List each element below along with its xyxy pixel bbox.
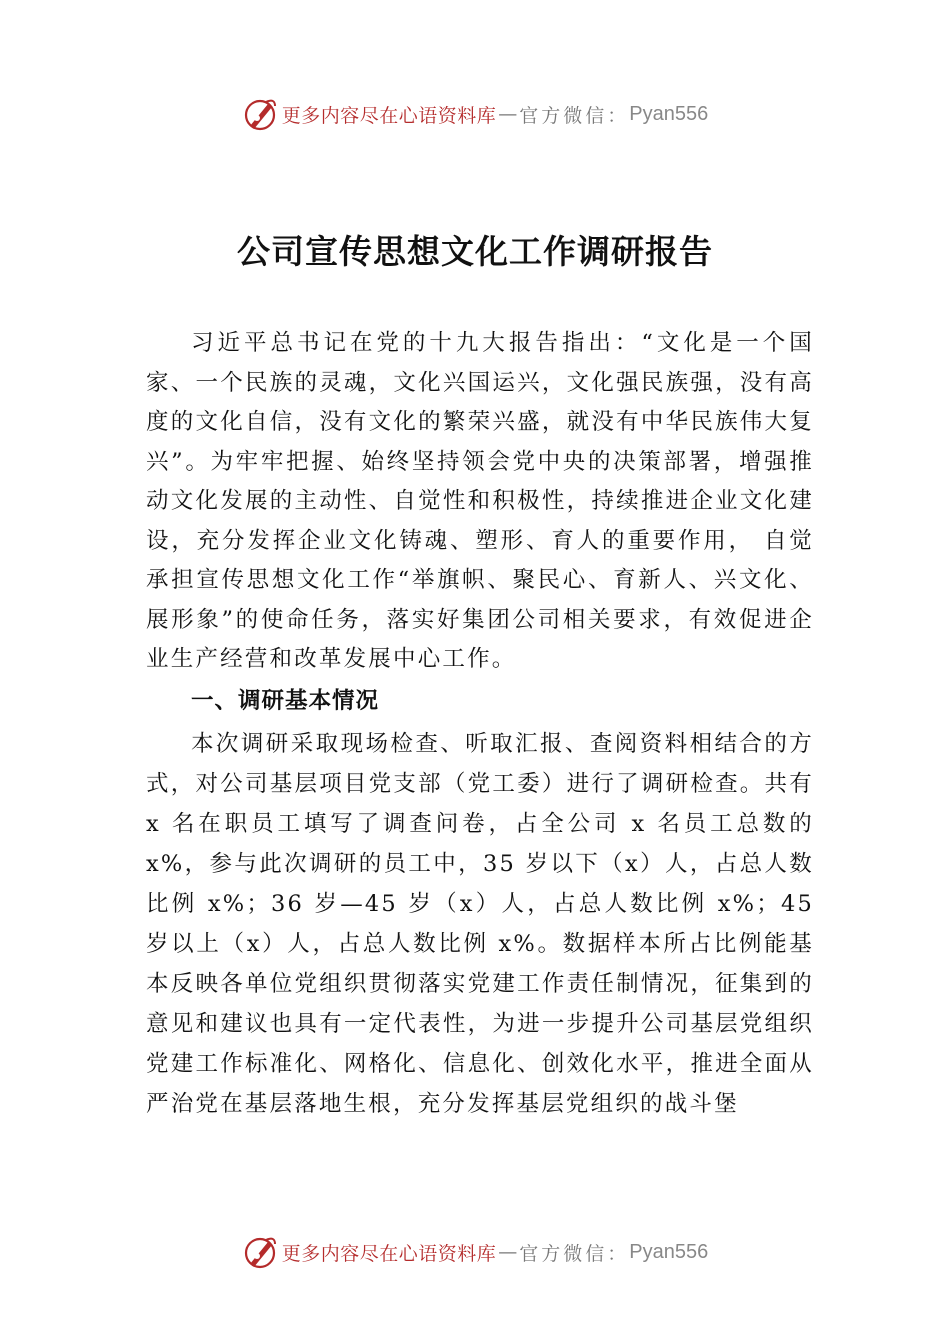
promo-text: 更多内容尽在心语资料库 [281, 1242, 497, 1265]
document-body [146, 324, 814, 1124]
header-banner [0, 94, 950, 134]
banner-separator: — [498, 103, 518, 125]
banner-separator: — [498, 1241, 518, 1263]
wechat-id: Pyan556 [629, 1240, 709, 1263]
footer-banner [0, 1232, 950, 1272]
wechat-id: Pyan556 [629, 102, 709, 125]
paragraph-survey: 本次调研采取现场检查、听取汇报、查阅资料相结合的方式，对公司基层项目党支部（党工委）进行了调研检查。共有 x 名在职员工填写了调查问卷，占全公司 x 名员工总数的 x%，参与此次调研的员工中，35 岁以下（x）人，占总人数比例 x%；36 岁—45 岁（x）人，占总人数比例 x%；45 岁以上（x）人，占总人数比例 x%。数据样本所占比例能基本反映各单位党组织贯彻落实党建工作责任制情况，征集到的意见和建议也具有一定代表性，为进一步提升公司基层党组织党建工作标准化、网格化、信息化、创效化水平，推进全面从严治党在基层落地生根，充分发挥基层党组织的战斗堡 [146, 730, 814, 1117]
wechat-label: 官方微信： [519, 104, 630, 127]
pen-circle-logo-icon [242, 1234, 278, 1270]
pen-circle-logo-icon [242, 96, 278, 132]
paragraph-intro: 习近平总书记在党的十九大报告指出：“文化是一个国家、一个民族的灵魂，文化兴国运兴，文化强民族强，没有高度的文化自信，没有文化的繁荣兴盛，就没有中华民族伟大复兴”。为牢牢把握、始终坚持领会党中央的决策部署，增强推动文化发展的主动性、自觉性和积极性，持续推进企业文化建设，充分发挥企业文化铸魂、塑形、育人的重要作用， 自觉承担宣传思想文化工作“举旗帜、聚民心、育新人、兴文化、展形象”的使命任务，落实好集团公司相关要求，有效促进企业生产经营和改革发展中心工作。 [146, 330, 814, 672]
wechat-label: 官方微信： [519, 1242, 630, 1265]
section-heading: 一、调研基本情况 [191, 687, 380, 714]
promo-text: 更多内容尽在心语资料库 [281, 104, 497, 127]
document-title: 公司宣传思想文化工作调研报告 [237, 232, 713, 272]
